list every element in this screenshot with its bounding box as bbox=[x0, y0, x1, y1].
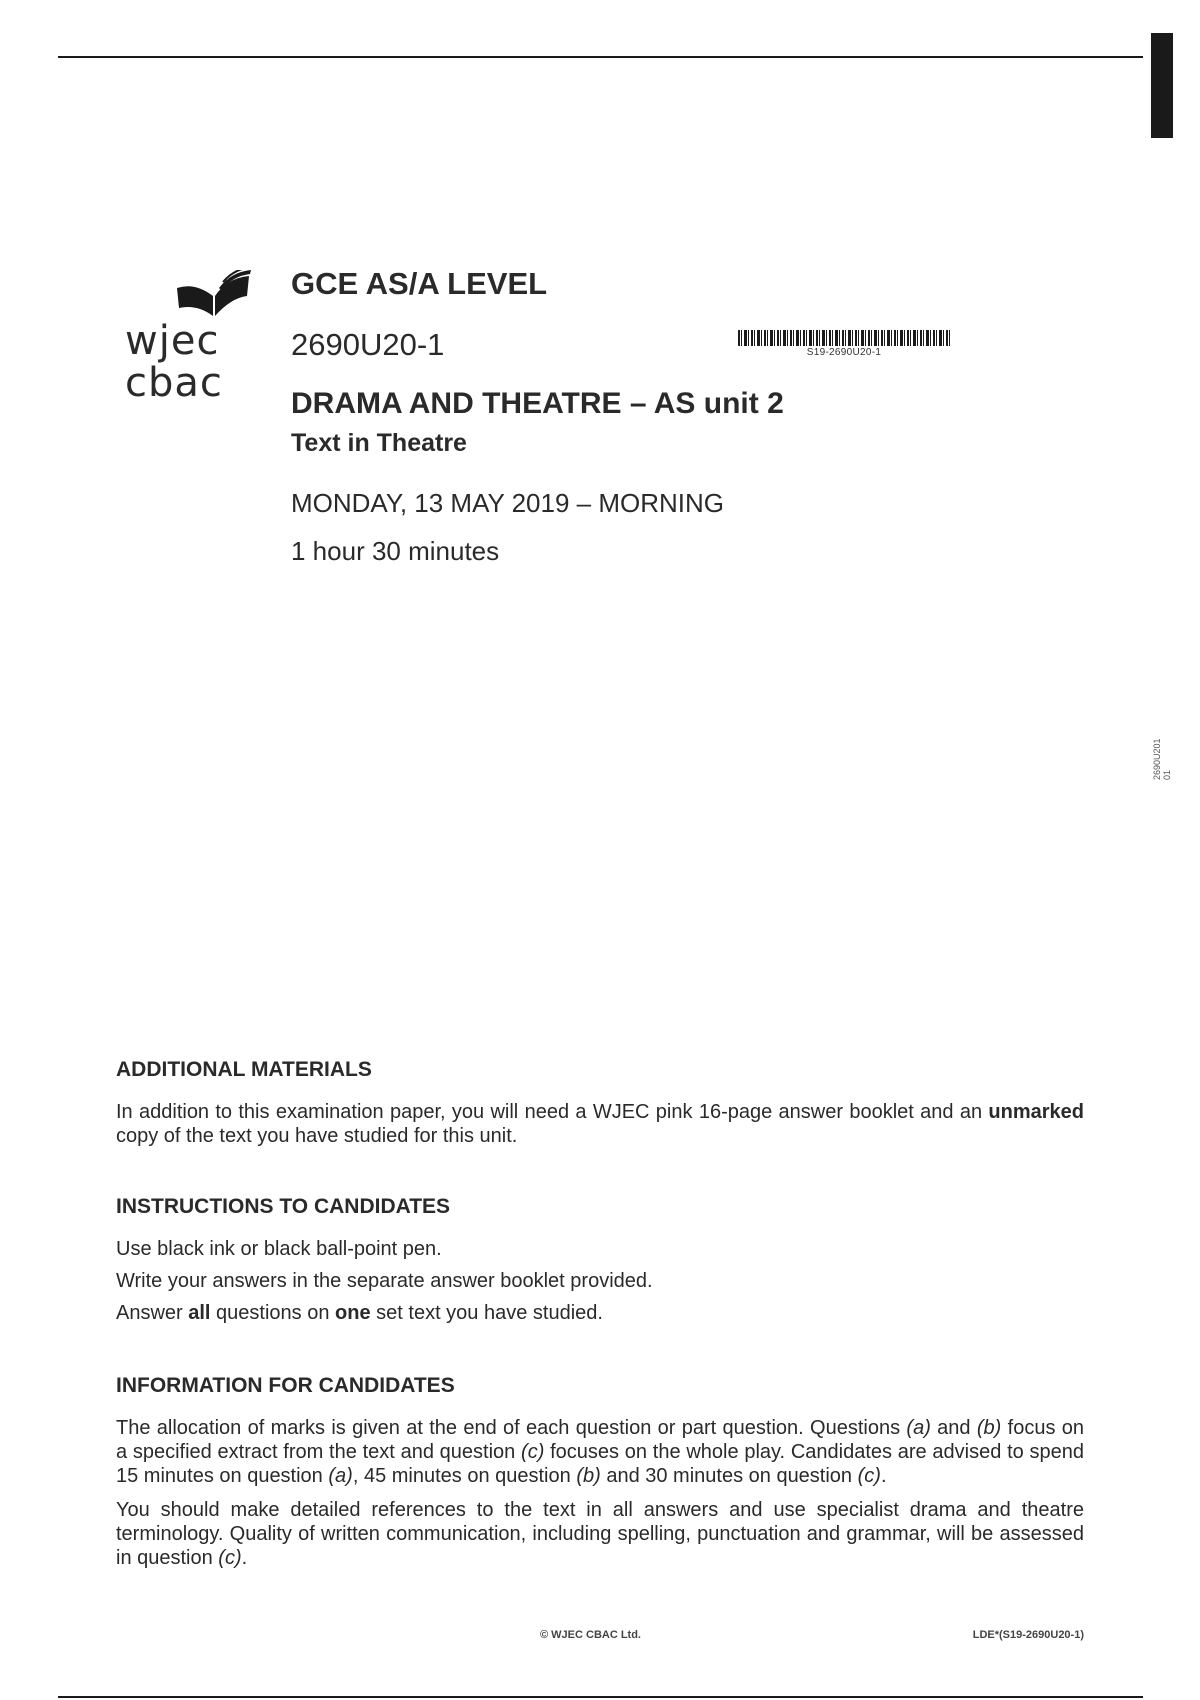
subject-title: DRAMA AND THEATRE – AS unit 2 bbox=[291, 387, 784, 420]
info-text-part: and 30 minutes on question bbox=[600, 1465, 858, 1487]
instruction-text-part: questions on bbox=[210, 1302, 336, 1324]
info-text-part: and bbox=[930, 1417, 977, 1439]
logo-wordmark bbox=[125, 320, 223, 404]
info-text-part: focuses on the whole play. Candidates are advised to spend 15 minutes on question bbox=[116, 1441, 1084, 1487]
instruction-line-3 bbox=[116, 1301, 1084, 1325]
info-text-part: The allocation of marks is given at the end of each question or part question. Questions bbox=[116, 1417, 907, 1439]
instruction-text-bold: one bbox=[335, 1302, 371, 1324]
side-paper-code bbox=[1152, 720, 1172, 780]
information-heading: INFORMATION FOR CANDIDATES bbox=[116, 1374, 455, 1397]
info-text-italic: (a) bbox=[328, 1465, 353, 1487]
exam-date: MONDAY, 13 MAY 2019 – MORNING bbox=[291, 488, 724, 518]
instruction-line-2: Write your answers in the separate answer booklet provided. bbox=[116, 1270, 653, 1292]
instruction-text-part: set text you have studied. bbox=[370, 1302, 603, 1324]
materials-text-part: copy of the text you have studied for this unit. bbox=[116, 1125, 518, 1147]
qualification-title: GCE AS/A LEVEL bbox=[291, 266, 548, 301]
unit-title: Text in Theatre bbox=[291, 429, 467, 457]
additional-materials-section bbox=[116, 1058, 1084, 1148]
book-icon bbox=[175, 270, 253, 318]
materials-text-part: In addition to this examination paper, you will need a WJEC pink 16-page answer booklet and an bbox=[116, 1101, 989, 1123]
materials-text-bold: unmarked bbox=[988, 1101, 1084, 1123]
barcode bbox=[738, 330, 950, 360]
footer-copyright: © WJEC CBAC Ltd. bbox=[540, 1629, 641, 1641]
footer-reference: LDE*(S19-2690U20-1) bbox=[972, 1629, 1084, 1641]
barcode-bars bbox=[738, 330, 950, 346]
wjec-cbac-logo bbox=[125, 270, 255, 406]
info-text-part: You should make detailed references to the text in all answers and use specialist drama and theatre terminology. Quality of written communication, including spelling, punctuation and grammar, will be assessed in question bbox=[116, 1499, 1084, 1569]
info-text-part: , 45 minutes on question bbox=[352, 1465, 577, 1487]
side-code-line1: 2690U201 bbox=[1152, 738, 1162, 780]
information-section bbox=[116, 1374, 1084, 1570]
instructions-heading: INSTRUCTIONS TO CANDIDATES bbox=[116, 1195, 451, 1218]
exam-duration: 1 hour 30 minutes bbox=[291, 536, 500, 566]
barcode-text: S19-2690U20-1 bbox=[806, 347, 882, 358]
logo-line-cbac: cbac bbox=[125, 360, 223, 406]
instruction-line-1: Use black ink or black ball-point pen. bbox=[116, 1238, 442, 1260]
instruction-text-bold: all bbox=[188, 1302, 211, 1324]
additional-materials-text bbox=[116, 1100, 1084, 1148]
info-text-italic: (c) bbox=[218, 1547, 242, 1569]
info-text-part: focus on a specified extract from the text and question bbox=[116, 1417, 1085, 1463]
bottom-rule bbox=[58, 1696, 1143, 1698]
paper-code: 2690U20-1 bbox=[291, 327, 445, 362]
instruction-text-part: Answer bbox=[116, 1302, 189, 1324]
logo-line-wjec: wjec bbox=[125, 318, 220, 364]
instructions-section bbox=[116, 1195, 1084, 1325]
info-text-italic: (c) bbox=[857, 1465, 881, 1487]
info-text-italic: (a) bbox=[906, 1417, 931, 1439]
information-paragraph-1 bbox=[116, 1416, 1084, 1488]
information-paragraph-2 bbox=[116, 1498, 1084, 1570]
page-edge-marker bbox=[1151, 33, 1173, 138]
info-text-part: . bbox=[241, 1547, 248, 1569]
info-text-italic: (c) bbox=[521, 1441, 545, 1463]
side-code-line2: 01 bbox=[1162, 769, 1172, 780]
info-text-part: . bbox=[880, 1465, 887, 1487]
additional-materials-heading: ADDITIONAL MATERIALS bbox=[116, 1058, 372, 1081]
info-text-italic: (b) bbox=[576, 1465, 601, 1487]
info-text-italic: (b) bbox=[976, 1417, 1002, 1439]
top-rule bbox=[58, 56, 1143, 58]
